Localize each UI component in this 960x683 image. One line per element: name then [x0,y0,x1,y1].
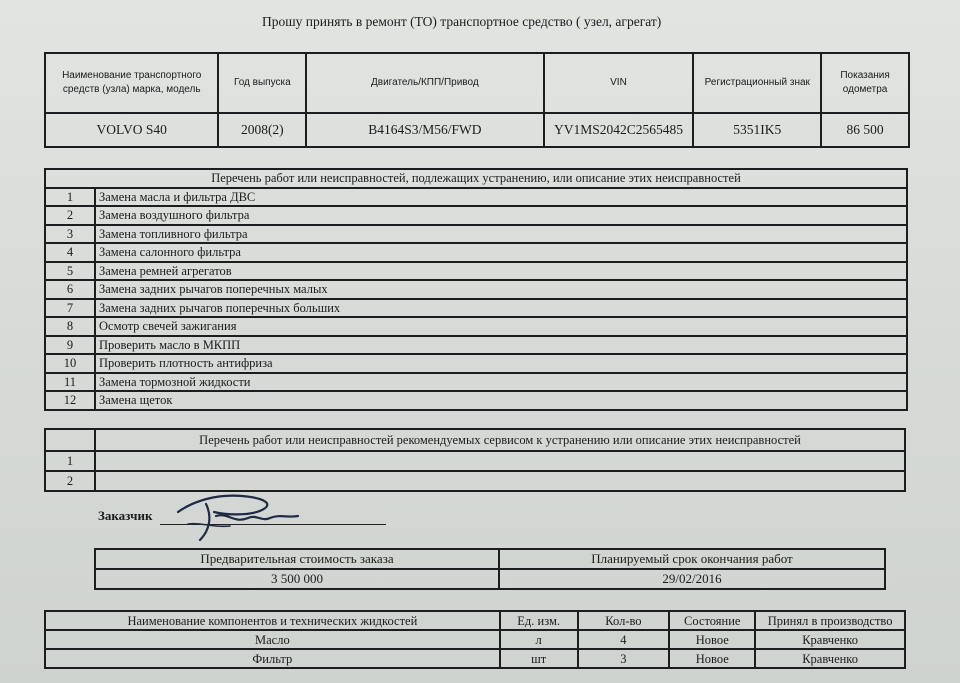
vehicle-header-vin: VIN [544,53,694,113]
table-row [45,391,907,410]
work-text: Замена воздушного фильтра [95,206,907,225]
recommended-number: 2 [45,471,95,491]
components-header-qty: Кол-во [578,611,670,630]
table-row [45,299,907,318]
table-row [45,373,907,392]
deadline-value: 29/02/2016 [499,569,885,589]
component-name: Масло [45,630,500,649]
components-table [44,610,906,669]
table-row [45,243,907,262]
component-qty: 4 [578,630,670,649]
component-accepted: Кравченко [755,630,905,649]
work-number: 9 [45,336,95,355]
component-name: Фильтр [45,649,500,668]
recommended-text [95,451,905,471]
work-text: Замена щеток [95,391,907,410]
page-title: Прошу принять в ремонт (ТО) транспортное средство ( узел, агрегат) [262,14,662,29]
works-table [44,168,908,411]
component-unit: л [500,630,578,649]
components-header-name: Наименование компонентов и технических жидкостей [45,611,500,630]
components-header-accepted: Принял в производство [755,611,905,630]
work-number: 3 [45,225,95,244]
vehicle-header-odometer: Показания одометра [821,53,909,113]
works-title: Перечень работ или неисправностей, подлежащих устранению, или описание этих неисправностей [45,169,907,188]
table-row [45,280,907,299]
components-header-unit: Ед. изм. [500,611,578,630]
component-qty: 3 [578,649,670,668]
work-text: Осмотр свечей зажигания [95,317,907,336]
work-number: 1 [45,188,95,207]
component-accepted: Кравченко [755,649,905,668]
vehicle-model: VOLVO S40 [45,113,218,147]
table-row [45,188,907,207]
work-text: Замена ремней агрегатов [95,262,907,281]
work-number: 6 [45,280,95,299]
recommended-title: Перечень работ или неисправностей рекомендуемых сервисом к устранению или описание этих неисправностей [95,429,905,451]
customer-label: Заказчик [98,508,153,523]
work-number: 7 [45,299,95,318]
signature-image [170,482,320,544]
work-text: Замена тормозной жидкости [95,373,907,392]
table-row [45,451,905,471]
table-row [45,649,905,668]
work-text: Замена масла и фильтра ДВС [95,188,907,207]
cost-label: Предварительная стоимость заказа [95,549,499,569]
table-row [45,317,907,336]
component-state: Новое [669,649,755,668]
deadline-label: Планируемый срок окончания работ [499,549,885,569]
component-unit: шт [500,649,578,668]
work-number: 8 [45,317,95,336]
table-row [45,336,907,355]
work-text: Замена салонного фильтра [95,243,907,262]
vehicle-year: 2008(2) [218,113,306,147]
table-row [45,225,907,244]
work-number: 4 [45,243,95,262]
work-text: Проверить масло в МКПП [95,336,907,355]
recommended-num-header [45,429,95,451]
work-text: Замена задних рычагов поперечных больших [95,299,907,318]
recommended-number: 1 [45,451,95,471]
work-number: 12 [45,391,95,410]
components-header-state: Состояние [669,611,755,630]
work-text: Замена топливного фильтра [95,225,907,244]
vehicle-header-engine: Двигатель/КПП/Привод [306,53,543,113]
table-row [45,206,907,225]
vehicle-header-model: Наименование транспортного средств (узла) марка, модель [45,53,218,113]
work-text: Замена задних рычагов поперечных малых [95,280,907,299]
vehicle-plate: 5351IK5 [693,113,821,147]
work-text: Проверить плотность антифриза [95,354,907,373]
work-number: 2 [45,206,95,225]
table-row [45,262,907,281]
cost-table [94,548,886,590]
vehicle-odometer: 86 500 [821,113,909,147]
component-state: Новое [669,630,755,649]
cost-value: 3 500 000 [95,569,499,589]
work-number: 5 [45,262,95,281]
table-row [45,354,907,373]
work-number: 11 [45,373,95,392]
vehicle-header-plate: Регистрационный знак [693,53,821,113]
work-number: 10 [45,354,95,373]
vehicle-table [44,52,910,148]
vehicle-engine: B4164S3/M56/FWD [306,113,543,147]
table-row [45,630,905,649]
vehicle-vin: YV1MS2042C2565485 [544,113,694,147]
vehicle-header-year: Год выпуска [218,53,306,113]
